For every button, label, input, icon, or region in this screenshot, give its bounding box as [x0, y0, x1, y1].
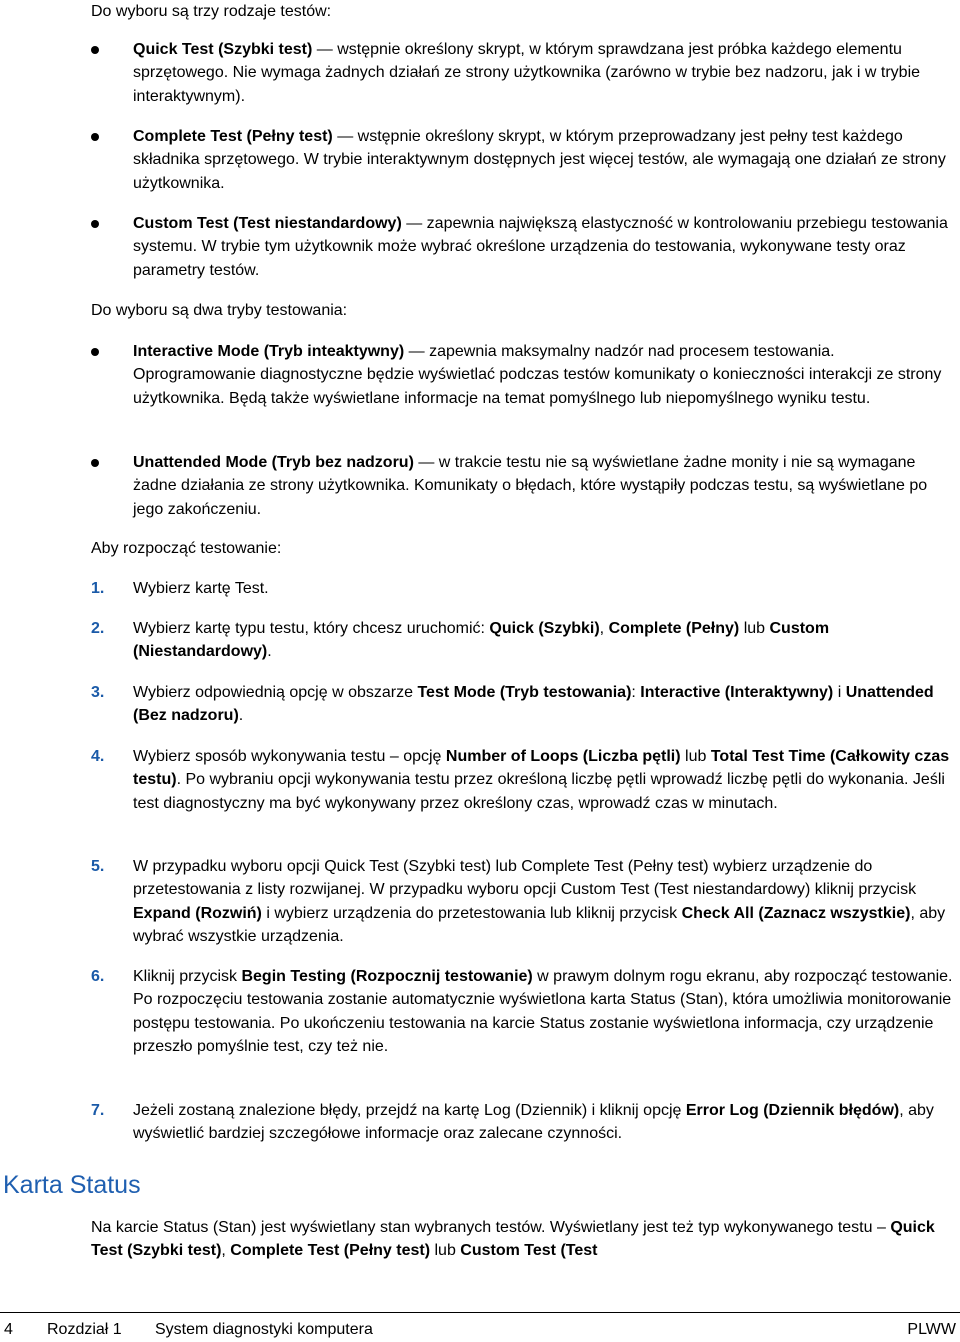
- bullet-icon: [91, 348, 99, 356]
- term: Unattended Mode (Tryb bez nadzoru): [133, 454, 414, 471]
- option-name: Error Log (Dziennik błędów): [685, 1102, 900, 1119]
- footer-divider: [0, 1312, 960, 1313]
- intro-modes: Do wyboru są dwa tryby testowania:: [91, 302, 348, 319]
- step-number: 4.: [91, 748, 105, 765]
- button-name: Begin Testing (Rozpocznij testowanie): [241, 968, 533, 985]
- tab-name: Complete (Pełny): [608, 620, 740, 637]
- step-number: 3.: [91, 684, 105, 701]
- definition: — w trakcie testu nie są wyświetlane żadne monity i nie są wymagane żadne działania ze strony użytkownika. Komunikaty o błędach, które wystąpiły podczas testu, są wyświetlane po jego zakończeniu.: [133, 454, 928, 518]
- option-name: Number of Loops (Liczba pętli): [445, 748, 681, 765]
- step-number: 1.: [91, 580, 105, 597]
- step-text: Wybierz kartę Test.: [133, 580, 269, 597]
- document-code: PLWW: [907, 1321, 956, 1338]
- definition: — wstępnie określony skrypt, w którym sprawdzana jest próbka każdego elementu sprzętowego. Nie wymaga żadnych działań ze strony użytkownika (zarówno w trybie bez nadzoru, jak i w trybie interaktywnym).: [133, 41, 921, 105]
- bullet-icon: [91, 459, 99, 467]
- bullet-icon: [91, 46, 99, 54]
- option-name: Test Mode (Tryb testowania): [417, 684, 632, 701]
- step-number: 7.: [91, 1102, 105, 1119]
- bullet-icon: [91, 220, 99, 228]
- page-number: 4: [4, 1321, 13, 1338]
- definition: — zapewnia maksymalny nadzór nad procesem testowania. Oprogramowanie diagnostyczne będzie wyświetlać podczas testów komunikaty o konieczności interakcji ze strony użytkownika. Będą także wyświetlane informacje na temat pomyślnego lub niepomyślnego wyniku testu.: [133, 343, 942, 407]
- term: Interactive Mode (Tryb inteaktywny): [133, 343, 405, 360]
- option-name: Unattended (Bez nadzoru): [133, 684, 934, 725]
- bullet-icon: [91, 133, 99, 141]
- chapter-title: System diagnostyki komputera: [155, 1321, 373, 1338]
- option-name: Total Test Time (Całkowity czas testu): [133, 748, 950, 789]
- tab-name: Custom (Niestandardowy): [133, 620, 830, 661]
- section-heading: Karta Status: [3, 1171, 141, 1199]
- term: Complete Test (Pełny test): [133, 128, 333, 145]
- tab-name: Quick (Szybki): [489, 620, 600, 637]
- step-number: 5.: [91, 858, 105, 875]
- term: Custom Test (Test niestandardowy): [133, 215, 402, 232]
- status-paragraph: Na karcie Status (Stan) jest wyświetlany stan wybranych testów. Wyświetlany jest też typ wykonywanego testu – Quick Test (Szybki test), Complete Test (Pełny test) lub Custom Test (Test: [91, 1219, 935, 1260]
- intro-tests: Do wyboru są trzy rodzaje testów:: [91, 3, 332, 20]
- definition: — wstępnie określony skrypt, w którym przeprowadzany jest pełny test każdego składnika sprzętowego. W trybie interaktywnym dostępnych jest więcej testów, ale wymagają one działań ze strony użytkownika.: [133, 128, 946, 192]
- term: Quick Test (Szybki test): [133, 41, 313, 58]
- definition: — zapewnia największą elastyczność w kontrolowaniu przebiegu testowania systemu. W trybie tym użytkownik może wybrać określone urządzenia do testowania, wykonywane testy oraz parametry testów.: [133, 215, 948, 279]
- step-number: 6.: [91, 968, 105, 985]
- button-name: Check All (Zaznacz wszystkie): [681, 904, 911, 922]
- button-name: Expand (Rozwiń): [133, 904, 262, 922]
- step-number: 2.: [91, 620, 105, 637]
- chapter-label: Rozdział 1: [47, 1321, 122, 1338]
- option-name: Interactive (Interaktywny): [640, 684, 834, 701]
- intro-steps: Aby rozpocząć testowanie:: [91, 540, 282, 557]
